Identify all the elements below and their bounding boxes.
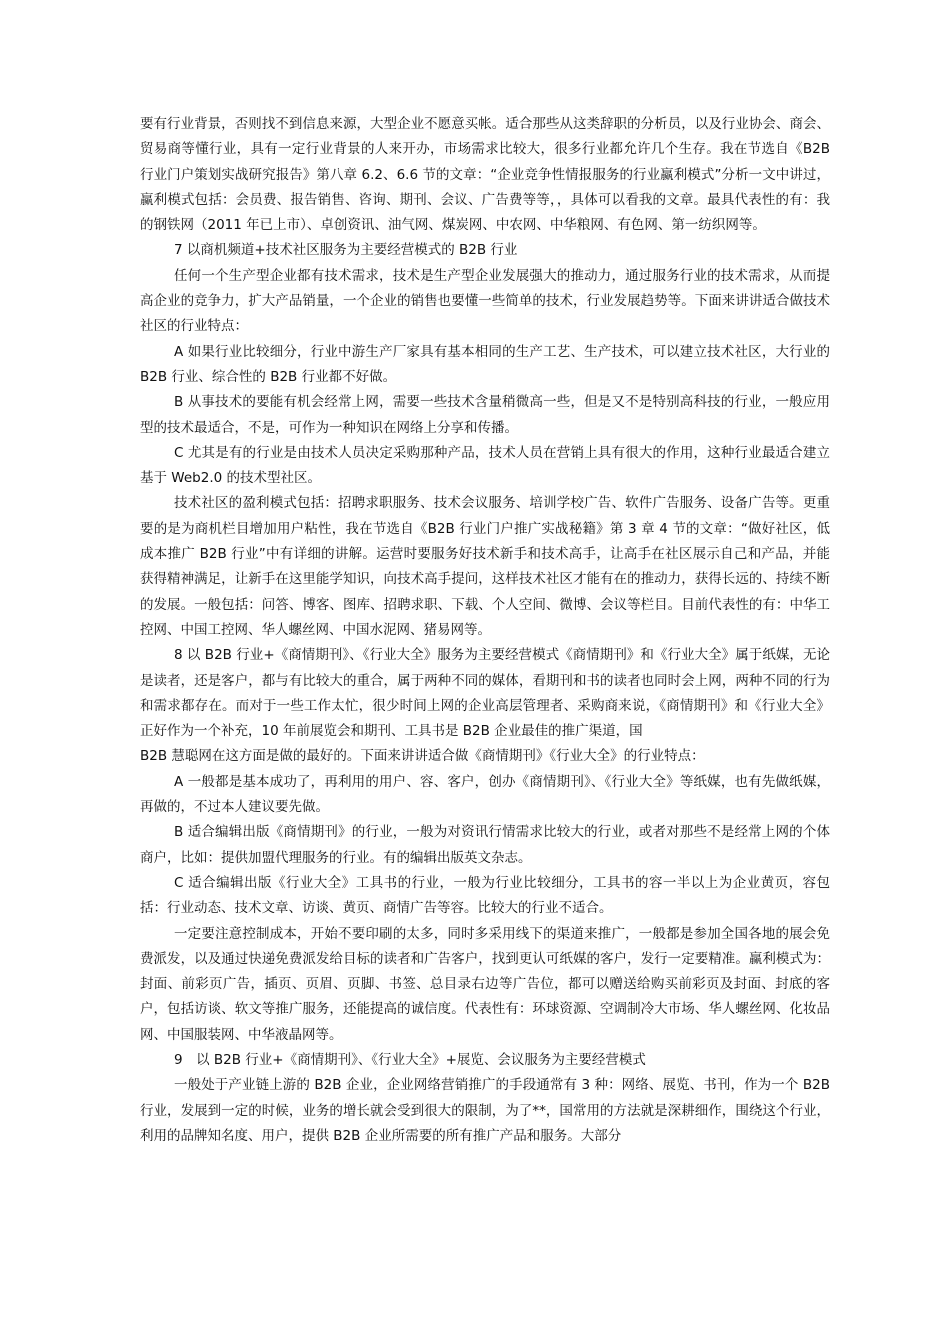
paragraph-point-c-purchasing: C 尤其是有的行业是由技术人员决定采购那种产品，技术人员在营销上具有很大的作用，这种行业最适合建立基于 Web2.0 的技术型社区。 bbox=[140, 444, 830, 487]
paragraph-point-c-directory: C 适合编辑出版《行业大全》工具书的行业，一般为行业比较细分，工具书的容一半以上为企业黄页，容包括：行业动态、技术文章、访谈、黄页、商情广告等容。比较大的行业不适合。 bbox=[140, 874, 830, 917]
paragraph-cost-control: 一定要注意控制成本，开始不要印刷的太多，同时多采用线下的渠道来推广，一般都是参加全国各地的展会免费派发，以及通过快递免费派发给目标的读者和广告客户，找到更认可纸媒的客户，发行一定要精准。赢利模式为：封面、前彩页广告，插页、页眉、页脚、书签、总目录右边等广告位，都可以赠送给购买前彩页及封面、封底的客户，包括访谈、软文等推广服务，还能提高的诚信度。代表性有：环球资源、空调制冷大市场、华人螺丝网、化妆品网、中国服装网、中华液晶网等。 bbox=[140, 925, 830, 1043]
paragraph-point-a-segmented: A 如果行业比较细分，行业中游生产厂家具有基本相同的生产工艺、生产技术，可以建立技术社区，大行业的 B2B 行业、综合性的 B2B 行业都不好做。 bbox=[140, 343, 830, 385]
paragraph-industry-background: 要有行业背景，否则找不到信息来源，大型企业不愿意买帐。适合那些从这类辞职的分析员，以及行业协会、商会、贸易商等懂行业，具有一定行业背景的人来开办，市场需求比较大，很多行业都允许几个生存。我在节选自《B2B 行业门户策划实战研究报告》第八章 6.2、6.6 节的文章：“企业竞争性情报服务的行业赢利模式”分析一文中讲过，赢利模式包括：会员费、报告销售、咨询、期刊、会议、广告费等等，，具体可以看我的文章。最具代表性的有：我的钢铁网（2011 年已上市）、卓创资讯、油气网、煤炭网、中农网、中华粮网、有色网、第一纺织网等。 bbox=[140, 116, 830, 234]
heading-model-8: 8 以 B2B 行业+《商情期刊》、《行业大全》服务为主要经营模式《商情期刊》和《行业大全》属于纸媒，无论是读者，还是客户，都与有比较大的重合，属于两种不同的媒体，看期刊和书的读者也同时会上网，两种不同的行为和需求都存在。而对于一些工作太忙，很少时间上网的企业高层管理者、采购商来说，《商情期刊》和《行业大全》正好作为一个补充，10 年前展览会和期刊、工具书是 B2B 企业最佳的推广渠道，国 bbox=[140, 647, 830, 740]
paragraph-tech-demand: 任何一个生产型企业都有技术需求，技术是生产型企业发展强大的推动力，通过服务行业的技术需求，从而提高企业的竞争力，扩大产品销量，一个企业的销售也要懂一些简单的技术，行业发展趋势等。下面来讲讲适合做技术社区的行业特点： bbox=[140, 267, 830, 335]
paragraph-point-b-tech: B 从事技术的要能有机会经常上网，需要一些技术含量稍微高一些，但是又不是特别高科技的行业，一般应用型的技术最适合，不是，可作为一种知识在网络上分享和传播。 bbox=[140, 394, 830, 436]
document-body bbox=[140, 112, 830, 1149]
paragraph-point-b-journal: B 适合编辑出版《商情期刊》的行业，一般为对资讯行情需求比较大的行业，或者对那些不是经常上网的个体商户，比如：提供加盟代理服务的行业。有的编辑出版英文杂志。 bbox=[140, 824, 830, 866]
paragraph-point-a-print: A 一般都是基本成功了，再利用的用户、容、客户，创办《商情期刊》、《行业大全》等纸媒，也有先做纸媒，再做的，不过本人建议要先做。 bbox=[140, 773, 830, 816]
paragraph-community-profit: 技术社区的盈利模式包括：招聘求职服务、技术会议服务、培训学校广告、软件广告服务、设备广告等。更重要的是为商机栏目增加用户粘性，我在节选自《B2B 行业门户推广实战秘籍》第 3 章 4 节的文章：“做好社区，低成本推广 B2B 行业”中有详细的讲解。运营时要服务好技术新手和技术高手，让高手在社区展示自己和产品，并能获得精神满足，让新手在这里能学知识，向技术高手提问，这样技术社区才能有在的推动力，获得长远的、持续不断的发展。一般包括：问答、博客、图库、招聘求职、下载、个人空间、微博、会议等栏目。目前代表性的有：中华工控网、中国工控网、华人螺丝网、中国水泥网、猪易网等。 bbox=[140, 495, 830, 638]
paragraph-upstream: 一般处于产业链上游的 B2B 企业，企业网络营销推广的手段通常有 3 种：网络、展览、书刊，作为一个 B2B 行业，发展到一定的时候，业务的增长就会受到很大的限制，为了**，国常用的方法就是深耕细作，围绕这个行业，利用的品牌知名度、用户，提供 B2B 企业所需要的所有推广产品和服务。大部分 bbox=[140, 1077, 830, 1144]
heading-model-7: 7 以商机频道+技术社区服务为主要经营模式的 B2B 行业 bbox=[174, 242, 518, 259]
paragraph-huicong: B2B 慧聪网在这方面是做的最好的。下面来讲讲适合做《商情期刊》《行业大全》的行业特点： bbox=[140, 748, 705, 765]
heading-model-9: 9 以 B2B 行业+《商情期刊》、《行业大全》+展览、会议服务为主要经营模式 bbox=[174, 1051, 646, 1068]
